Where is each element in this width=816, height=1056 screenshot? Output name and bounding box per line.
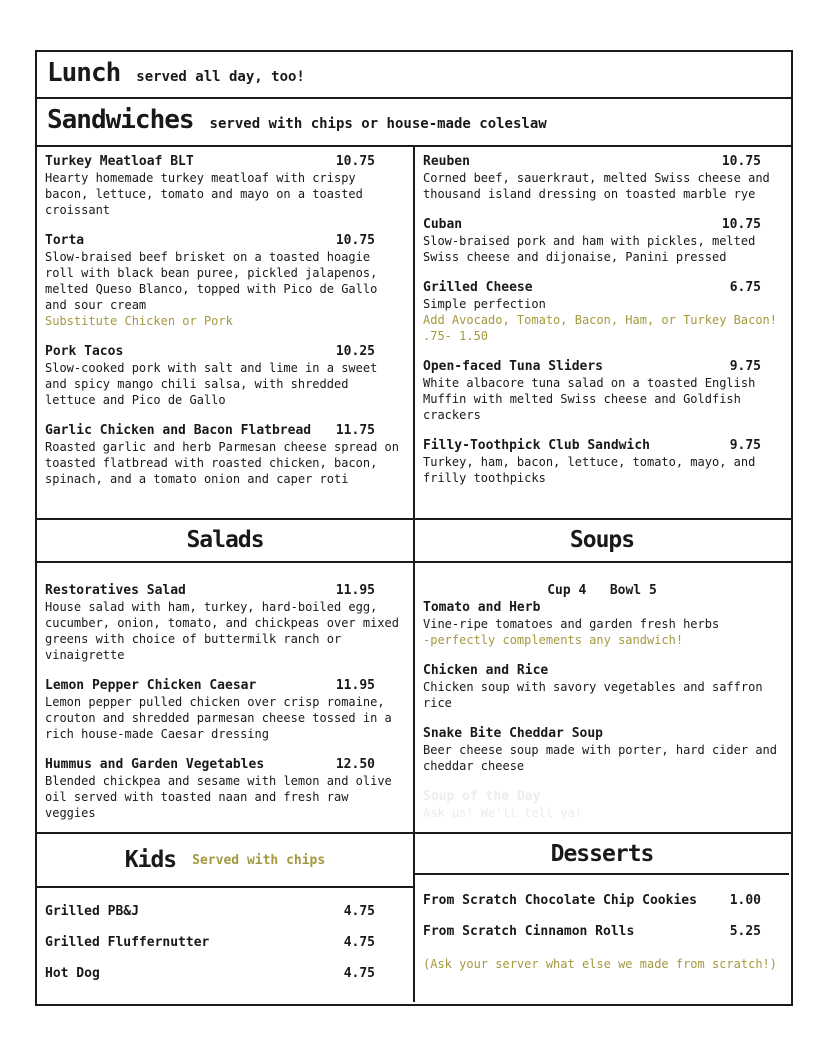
menu-item (423, 359, 781, 423)
item-description: Lemon pepper pulled chicken over crisp romaine, crouton and shredded parmesan cheese tossed in a rich house-made Caesar dressing (45, 695, 392, 741)
salads-header: Salads (37, 520, 415, 561)
menu-item-header (45, 344, 405, 360)
menu-item (45, 423, 405, 487)
item-description: Simple perfection (423, 297, 546, 311)
item-price: 10.25 (335, 344, 375, 359)
item-price: 10.75 (721, 217, 761, 232)
menu-item-header (423, 154, 781, 170)
item-description: Blended chickpea and sesame with lemon and olive oil served with toasted naan and fresh raw veggies (45, 774, 392, 820)
item-name: Hummus and Garden Vegetables (45, 757, 265, 772)
menu-item-header (423, 600, 781, 616)
menu-item (45, 583, 405, 663)
item-price: 5.25 (729, 924, 761, 939)
item-note: Add Avocado, Tomato, Bacon, Ham, or Turkey Bacon! .75- 1.50 (423, 313, 778, 343)
menu-item (45, 678, 405, 742)
item-price: 11.75 (335, 423, 375, 438)
item-price: 9.75 (729, 359, 761, 374)
item-name: Grilled PB&J (45, 904, 139, 919)
desserts-item-list (415, 875, 789, 940)
item-name: Reuben (423, 154, 470, 169)
sandwiches-body-row (37, 147, 791, 520)
menu-item-header (423, 217, 781, 233)
item-name: Garlic Chicken and Bacon Flatbread (45, 423, 312, 438)
item-name: Open-faced Tuna Sliders (423, 359, 604, 374)
menu-item (423, 438, 781, 486)
menu-item-header (45, 904, 405, 920)
item-description: Slow-braised pork and ham with pickles, melted Swiss cheese and dijonaise, Panini pressed (423, 234, 756, 264)
item-description: Hearty homemade turkey meatloaf with crispy bacon, lettuce, tomato and mayo on a toasted croissant (45, 171, 363, 217)
menu-item-header (423, 438, 781, 454)
sandwiches-left-column (37, 147, 415, 518)
item-name: From Scratch Chocolate Chip Cookies (423, 893, 697, 908)
menu-item-header (45, 233, 405, 249)
menu-item-header (45, 935, 405, 951)
item-description: House salad with ham, turkey, hard-boiled egg, cucumber, onion, tomato, and chickpeas over mixed greens with choice of buttermilk ranch or vinaigrette (45, 600, 400, 662)
lunch-menu-card (35, 50, 793, 1006)
menu-item (423, 924, 781, 940)
desserts-title: Desserts (550, 840, 654, 867)
item-description: White albacore tuna salad on a toasted English Muffin with melted Swiss cheese and Goldfish crackers (423, 376, 756, 422)
item-description: Ask us! We'll tell ya! (423, 806, 582, 820)
sandwiches-subtitle: served with chips or house-made coleslaw (209, 116, 547, 132)
menu-item (45, 966, 405, 982)
kids-item-list (37, 888, 413, 982)
item-name: Torta (45, 233, 85, 248)
item-name: Turkey Meatloaf BLT (45, 154, 194, 169)
item-name: Filly-Toothpick Club Sandwich (423, 438, 650, 453)
menu-item-header (45, 154, 405, 170)
soups-price-note: Cup 4 Bowl 5 (547, 583, 657, 598)
lunch-title: Lunch (47, 58, 121, 88)
item-name: Hot Dog (45, 966, 100, 981)
menu-item-header (45, 678, 405, 694)
item-name: Snake Bite Cheddar Soup (423, 726, 604, 741)
menu-item-header (45, 966, 405, 982)
item-name: Grilled Fluffernutter (45, 935, 210, 950)
item-note: -perfectly complements any sandwich! (423, 633, 684, 647)
item-description: Slow-cooked pork with salt and lime in a sweet and spicy mango chili salsa, with shredded lettuce and Pico de Gallo (45, 361, 378, 407)
item-description: Slow-braised beef brisket on a toasted hoagie roll with black bean puree, pickled jalapenos, melted Queso Blanco, topped with Pico de Gallo and sour cream (45, 250, 378, 312)
kids-title: Kids (124, 847, 177, 873)
menu-item-header (423, 280, 781, 296)
item-name: From Scratch Cinnamon Rolls (423, 924, 635, 939)
item-name: Lemon Pepper Chicken Caesar (45, 678, 257, 693)
menu-item-header (45, 423, 405, 439)
menu-item (45, 344, 405, 408)
menu-item (423, 893, 781, 909)
soups-item-list (423, 600, 781, 821)
kids-header (37, 834, 413, 888)
menu-item (423, 280, 781, 344)
item-price: 11.95 (335, 583, 375, 598)
item-price: 4.75 (343, 966, 375, 981)
menu-item-header (45, 583, 405, 599)
kids-desserts-row (37, 834, 791, 1002)
salads-column (37, 563, 415, 832)
desserts-header (415, 834, 789, 875)
sandwiches-title: Sandwiches (47, 105, 194, 135)
item-price: 6.75 (729, 280, 761, 295)
kids-column (37, 834, 415, 1002)
desserts-note: (Ask your server what else we made from scratch!) (423, 957, 778, 971)
soups-column (415, 563, 789, 832)
sandwiches-header-row (37, 99, 791, 147)
item-price: 12.50 (335, 757, 375, 772)
item-name: Cuban (423, 217, 463, 232)
menu-item-header (423, 726, 781, 742)
item-price: 9.75 (729, 438, 761, 453)
menu-item (423, 154, 781, 202)
lunch-header-row (37, 52, 791, 99)
item-price: 10.75 (335, 233, 375, 248)
sandwiches-right-column (415, 147, 789, 518)
item-description: Roasted garlic and herb Parmesan cheese spread on toasted flatbread with roasted chicken, bacon, spinach, and a tomato onion and caper roti (45, 440, 400, 486)
item-name: Chicken and Rice (423, 663, 549, 678)
salads-soups-body-row (37, 563, 791, 834)
item-name: Restoratives Salad (45, 583, 186, 598)
menu-item-header (423, 359, 781, 375)
menu-item-header (423, 893, 781, 909)
menu-item (423, 600, 781, 648)
item-description: Vine-ripe tomatoes and garden fresh herbs (423, 617, 720, 631)
menu-item (45, 757, 405, 821)
menu-item-header (423, 789, 781, 805)
item-name: Grilled Cheese (423, 280, 533, 295)
item-description: Corned beef, sauerkraut, melted Swiss cheese and thousand island dressing on toasted marble rye (423, 171, 770, 201)
item-price: 4.75 (343, 935, 375, 950)
item-name: Tomato and Herb (423, 600, 541, 615)
item-description: Beer cheese soup made with porter, hard cider and cheddar cheese (423, 743, 778, 773)
menu-item-header (423, 924, 781, 940)
item-note: Substitute Chicken or Pork (45, 314, 233, 328)
item-description: Chicken soup with savory vegetables and saffron rice (423, 680, 763, 710)
desserts-column (415, 834, 789, 1002)
item-name: Soup of the Day (423, 789, 541, 804)
lunch-subtitle: served all day, too! (136, 69, 305, 85)
menu-item (423, 663, 781, 711)
soups-header: Soups (569, 527, 635, 553)
menu-item (45, 233, 405, 329)
menu-item-header (423, 663, 781, 679)
menu-item (45, 935, 405, 951)
item-price: 10.75 (721, 154, 761, 169)
kids-subtitle: Served with chips (192, 852, 326, 868)
item-price: 1.00 (729, 893, 761, 908)
menu-item (423, 726, 781, 774)
item-price: 4.75 (343, 904, 375, 919)
salads-soups-header-row (37, 520, 791, 563)
menu-item (423, 789, 781, 821)
item-price: 11.95 (335, 678, 375, 693)
item-price: 10.75 (335, 154, 375, 169)
menu-item (45, 154, 405, 218)
item-description: Turkey, ham, bacon, lettuce, tomato, mayo, and frilly toothpicks (423, 455, 756, 485)
menu-item (423, 217, 781, 265)
menu-item-header (45, 757, 405, 773)
menu-item (45, 904, 405, 920)
item-name: Pork Tacos (45, 344, 124, 359)
